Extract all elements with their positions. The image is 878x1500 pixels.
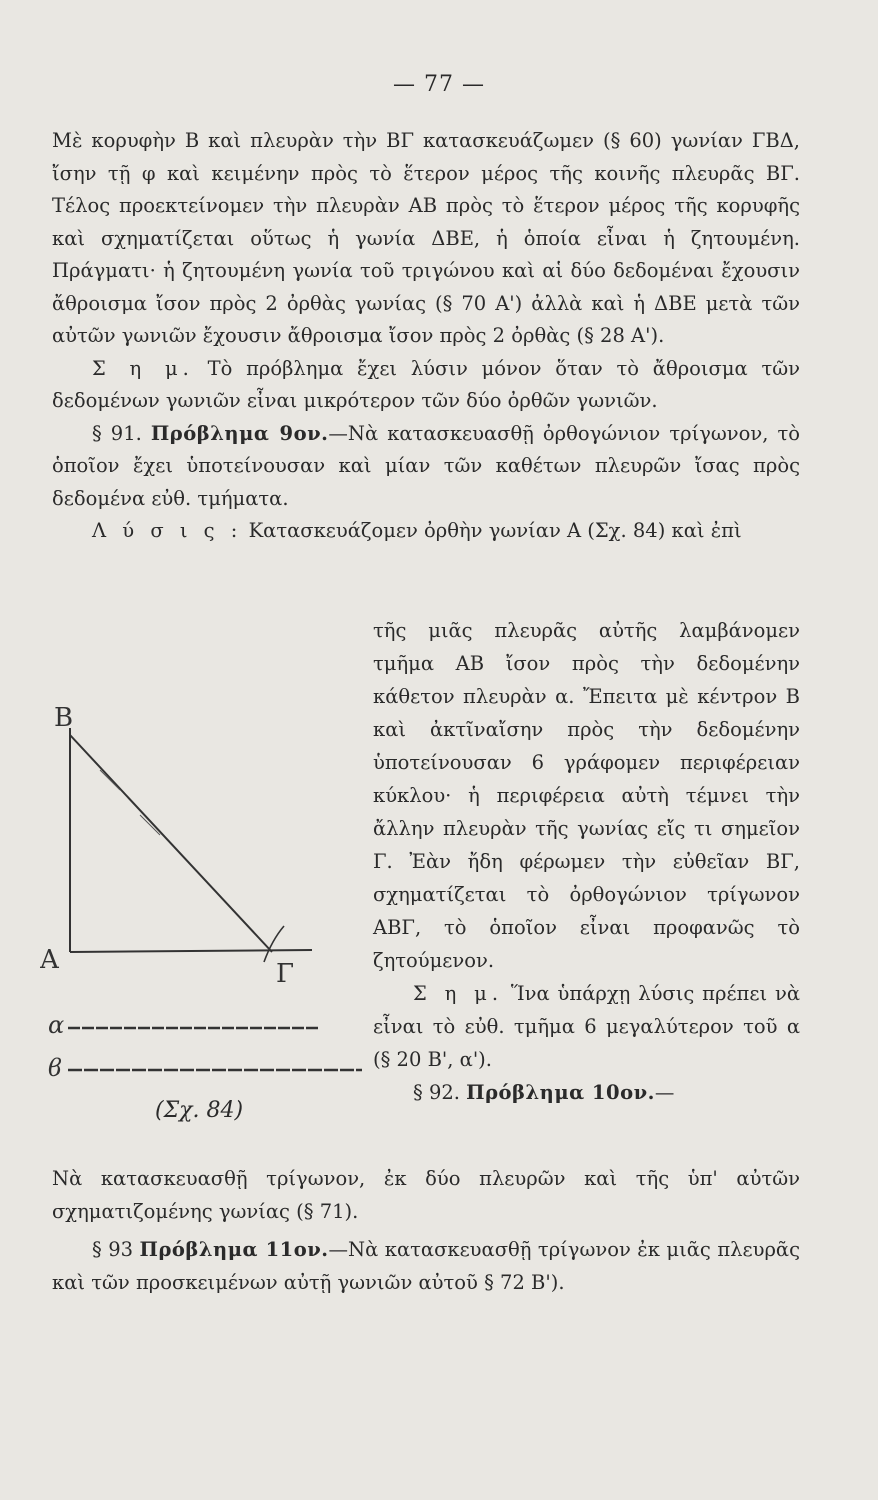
side-ag <box>70 950 312 952</box>
label-b: Β <box>54 703 74 733</box>
problem-93-title: Πρόβλημα 11ον. <box>139 1238 329 1261</box>
hatch-1 <box>100 770 120 790</box>
triangle-diagram <box>40 690 370 1130</box>
top-paragraph: Μὲ κορυφὴν Β καὶ πλευρὰν τὴν ΒΓ κατασκευάζωμεν (§ 60) γωνίαν ΓΒΔ, ἴσην τῇ φ καὶ κειμένην πρὸς τὸ ἕτερον μέρος τῆς κοινῆς πλευρᾶς ΒΓ. Τέλος προεκτείνομεν τὴν πλευρὰν ΑΒ πρὸς τὸ ἕτερον μέρος τῆς κορυφῆς καὶ σχηματίζεται οὕτως ἡ γωνία ΔΒΕ, ἡ ὁποία εἶναι ἡ ζητουμένη. Πράγματι· ἡ ζητουμένη γωνία τοῦ τριγώνου καὶ αἱ δύο δεδομέναι ἔχουσιν ἄθροισμα ἴσον πρὸς 2 ὀρθὰς γωνίας (§ 70 Α') ἀλλὰ καὶ ἡ ΔΒΕ μετὰ τῶν αὐτῶν γωνιῶν ἔχουσιν ἄθροισμα ἴσον πρὸς 2 ὀρθὰς (§ 28 Α'). <box>52 129 800 347</box>
problem-91-text: —Νὰ κατασκευασθῇ ὀρθογώνιον τρίγωνον, τὸ ὁποῖον ἔχει ὑποτείνουσαν καὶ μίαν τῶν καθέτων πλευρῶν ἴσας πρὸς δεδομένα εὐθ. τμήματα. <box>52 421 800 510</box>
arc-mark <box>264 926 284 962</box>
problem-92-head <box>373 1076 800 1109</box>
problem-92-text: Νὰ κατασκευασθῇ τρίγωνον, ἐκ δύο πλευρῶν καὶ τῆς ὑπ' αὐτῶν σχηματιζομένης γωνίας (§ 71). <box>52 1167 800 1223</box>
problem-92-section: § 92. <box>413 1081 460 1104</box>
page-number: — 77 — <box>393 72 485 97</box>
label-seg-a: α <box>48 1011 65 1039</box>
note-2 <box>373 977 800 1076</box>
label-g: Γ <box>276 959 295 989</box>
solution-first-line-text: Κατασκευάζομεν ὀρθὴν γωνίαν Α (Σχ. 84) καὶ ἐπὶ <box>248 519 742 542</box>
upper-text <box>52 125 800 548</box>
note-1-label: Σ η μ. <box>92 356 194 380</box>
problem-91-title: Πρόβλημα 9ον. <box>150 421 329 445</box>
problem-93 <box>52 1234 800 1299</box>
right-column <box>373 614 800 1109</box>
problem-91-section: § 91. <box>92 421 142 445</box>
note-2-label: Σ η μ. <box>413 982 504 1005</box>
solution-column-text: τῆς μιᾶς πλευρᾶς αὐτῆς λαμβάνομεν τμῆμα ΑΒ ἴσον πρὸς τὴν δεδομένην κάθετον πλευρὰν α. Ἔπειτα μὲ κέντρον Β καὶ ἀκτῖναἴσην πρὸς τὴν δεδομένην ὑποτείνουσαν 6 γράφομεν περιφέρειαν κύκλου· ἡ περιφέρεια αὐτὴ τέμνει τὴν ἄλλην πλευρὰν τῆς γωνίας εἴς τι σημεῖον Γ. Ἐὰν ἤδη φέρωμεν τὴν εὐθεῖαν ΒΓ, σχηματίζεται τὸ ὀρθογώνιον τρίγωνον ΑΒΓ, τὸ ὁποῖον εἶναι προφανῶς τὸ ζητούμενον. <box>373 619 800 972</box>
side-bg <box>70 735 272 952</box>
problem-91 <box>52 418 800 516</box>
problem-93-text: —Νὰ κατασκευασθῇ τρίγωνον ἐκ μιᾶς πλευρᾶς καὶ τῶν προσκειμένων αὐτῇ γωνιῶν αὐτοῦ § 72 Β'). <box>52 1238 801 1294</box>
label-a: Α <box>40 945 59 975</box>
note-1-text: Τὸ πρόβλημα ἔχει λύσιν μόνον ὅταν τὸ ἄθροισμα τῶν δεδομένων γωνιῶν εἶναι μικρότερον τῶν δύο ὀρθῶν γωνιῶν. <box>52 356 800 412</box>
figure-caption: (Σχ. 84) <box>155 1098 244 1123</box>
note-1 <box>52 353 800 418</box>
solution-label: Λ ύ σ ι ς : <box>92 519 243 542</box>
figure-84 <box>40 690 370 1130</box>
problem-93-section: § 93 <box>92 1238 134 1261</box>
hatch-2 <box>140 815 160 835</box>
solution-first-line <box>52 515 800 548</box>
problem-92-dash: — <box>654 1081 675 1104</box>
note-2-text: Ἵνα ὑπάρχῃ λύσις πρέπει νὰ εἶναι τὸ εὐθ. τμῆμα 6 μεγαλύτερον τοῦ α (§ 20 Β', α'). <box>373 982 800 1071</box>
label-seg-b: ϐ <box>48 1054 62 1082</box>
lower-text <box>52 1163 800 1299</box>
problem-92-title: Πρόβλημα 10ον. <box>466 1081 655 1104</box>
